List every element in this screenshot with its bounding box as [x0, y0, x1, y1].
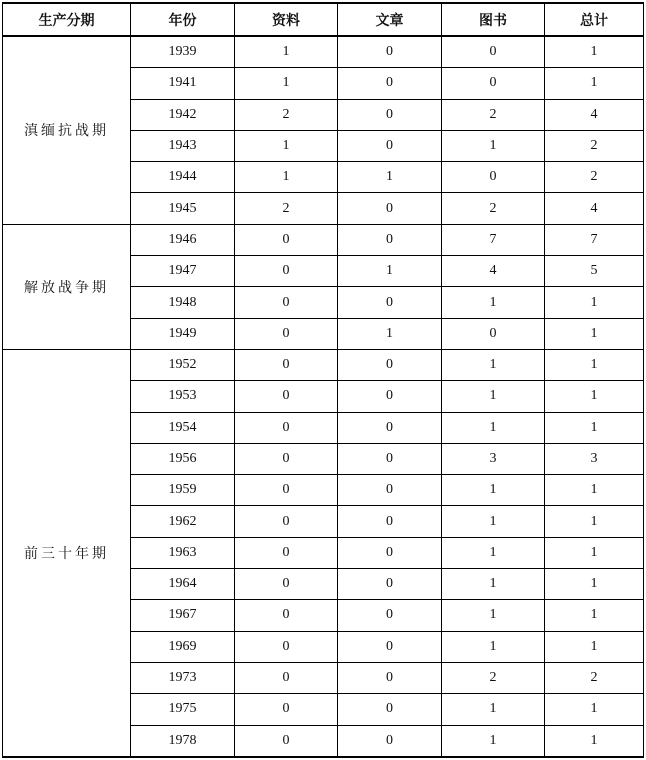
materials-cell: 1 — [235, 130, 338, 161]
header-total: 总计 — [545, 3, 644, 36]
books-cell: 1 — [442, 569, 545, 600]
materials-cell: 0 — [235, 725, 338, 757]
total-cell: 1 — [545, 36, 644, 68]
total-cell: 1 — [545, 600, 644, 631]
total-cell: 2 — [545, 162, 644, 193]
year-cell: 1969 — [131, 631, 235, 662]
materials-cell: 0 — [235, 256, 338, 287]
articles-cell: 0 — [338, 412, 442, 443]
year-cell: 1947 — [131, 256, 235, 287]
header-year: 年份 — [131, 3, 235, 36]
books-cell: 1 — [442, 537, 545, 568]
materials-cell: 0 — [235, 287, 338, 318]
materials-cell: 0 — [235, 475, 338, 506]
table-header — [3, 3, 644, 36]
books-cell: 2 — [442, 99, 545, 130]
year-cell: 1964 — [131, 569, 235, 600]
materials-cell: 0 — [235, 662, 338, 693]
articles-cell: 0 — [338, 224, 442, 255]
total-cell: 2 — [545, 130, 644, 161]
books-cell: 0 — [442, 36, 545, 68]
articles-cell: 0 — [338, 537, 442, 568]
total-cell: 4 — [545, 193, 644, 224]
articles-cell: 0 — [338, 287, 442, 318]
header-articles: 文章 — [338, 3, 442, 36]
books-cell: 0 — [442, 318, 545, 349]
articles-cell: 0 — [338, 662, 442, 693]
total-cell: 1 — [545, 68, 644, 99]
year-cell: 1967 — [131, 600, 235, 631]
table-row — [3, 224, 644, 255]
materials-cell: 0 — [235, 694, 338, 725]
materials-cell: 1 — [235, 36, 338, 68]
period-cell: 前三十年期 — [3, 349, 131, 756]
articles-cell: 1 — [338, 318, 442, 349]
total-cell: 3 — [545, 443, 644, 474]
articles-cell: 0 — [338, 349, 442, 380]
total-cell: 1 — [545, 569, 644, 600]
year-cell: 1945 — [131, 193, 235, 224]
materials-cell: 0 — [235, 506, 338, 537]
data-table — [2, 2, 644, 758]
books-cell: 2 — [442, 662, 545, 693]
year-cell: 1941 — [131, 68, 235, 99]
header-row — [3, 3, 644, 36]
year-cell: 1954 — [131, 412, 235, 443]
articles-cell: 0 — [338, 600, 442, 631]
articles-cell: 0 — [338, 475, 442, 506]
table-body — [3, 36, 644, 757]
books-cell: 1 — [442, 694, 545, 725]
total-cell: 1 — [545, 725, 644, 757]
articles-cell: 0 — [338, 725, 442, 757]
books-cell: 1 — [442, 381, 545, 412]
total-cell: 1 — [545, 631, 644, 662]
year-cell: 1939 — [131, 36, 235, 68]
books-cell: 1 — [442, 725, 545, 757]
year-cell: 1962 — [131, 506, 235, 537]
year-cell: 1948 — [131, 287, 235, 318]
year-cell: 1953 — [131, 381, 235, 412]
books-cell: 1 — [442, 631, 545, 662]
total-cell: 1 — [545, 349, 644, 380]
period-cell: 解放战争期 — [3, 224, 131, 349]
articles-cell: 0 — [338, 68, 442, 99]
articles-cell: 1 — [338, 162, 442, 193]
materials-cell: 0 — [235, 224, 338, 255]
books-cell: 7 — [442, 224, 545, 255]
articles-cell: 0 — [338, 694, 442, 725]
materials-cell: 0 — [235, 349, 338, 380]
year-cell: 1975 — [131, 694, 235, 725]
books-cell: 0 — [442, 68, 545, 99]
year-cell: 1942 — [131, 99, 235, 130]
header-books: 图书 — [442, 3, 545, 36]
year-cell: 1949 — [131, 318, 235, 349]
year-cell: 1973 — [131, 662, 235, 693]
year-cell: 1959 — [131, 475, 235, 506]
books-cell: 1 — [442, 506, 545, 537]
materials-cell: 0 — [235, 569, 338, 600]
total-cell: 1 — [545, 412, 644, 443]
year-cell: 1952 — [131, 349, 235, 380]
total-cell: 1 — [545, 506, 644, 537]
articles-cell: 0 — [338, 443, 442, 474]
header-materials: 资料 — [235, 3, 338, 36]
articles-cell: 0 — [338, 506, 442, 537]
articles-cell: 0 — [338, 569, 442, 600]
materials-cell: 0 — [235, 537, 338, 568]
total-cell: 2 — [545, 662, 644, 693]
articles-cell: 0 — [338, 381, 442, 412]
total-cell: 7 — [545, 224, 644, 255]
header-period: 生产分期 — [3, 3, 131, 36]
total-cell: 1 — [545, 694, 644, 725]
table-row — [3, 349, 644, 380]
year-cell: 1946 — [131, 224, 235, 255]
total-cell: 1 — [545, 475, 644, 506]
materials-cell: 0 — [235, 631, 338, 662]
articles-cell: 0 — [338, 130, 442, 161]
books-cell: 1 — [442, 475, 545, 506]
materials-cell: 2 — [235, 193, 338, 224]
books-cell: 0 — [442, 162, 545, 193]
total-cell: 1 — [545, 381, 644, 412]
materials-cell: 1 — [235, 162, 338, 193]
articles-cell: 0 — [338, 99, 442, 130]
materials-cell: 0 — [235, 381, 338, 412]
articles-cell: 1 — [338, 256, 442, 287]
year-cell: 1956 — [131, 443, 235, 474]
articles-cell: 0 — [338, 631, 442, 662]
materials-cell: 0 — [235, 600, 338, 631]
books-cell: 1 — [442, 130, 545, 161]
period-cell: 滇缅抗战期 — [3, 36, 131, 224]
materials-cell: 2 — [235, 99, 338, 130]
year-cell: 1943 — [131, 130, 235, 161]
books-cell: 1 — [442, 287, 545, 318]
table-row — [3, 36, 644, 68]
year-cell: 1963 — [131, 537, 235, 568]
materials-cell: 0 — [235, 318, 338, 349]
year-cell: 1944 — [131, 162, 235, 193]
articles-cell: 0 — [338, 36, 442, 68]
total-cell: 1 — [545, 318, 644, 349]
books-cell: 3 — [442, 443, 545, 474]
materials-cell: 0 — [235, 412, 338, 443]
books-cell: 4 — [442, 256, 545, 287]
materials-cell: 1 — [235, 68, 338, 99]
total-cell: 5 — [545, 256, 644, 287]
total-cell: 1 — [545, 537, 644, 568]
year-cell: 1978 — [131, 725, 235, 757]
books-cell: 1 — [442, 412, 545, 443]
books-cell: 1 — [442, 349, 545, 380]
books-cell: 1 — [442, 600, 545, 631]
total-cell: 1 — [545, 287, 644, 318]
total-cell: 4 — [545, 99, 644, 130]
articles-cell: 0 — [338, 193, 442, 224]
books-cell: 2 — [442, 193, 545, 224]
materials-cell: 0 — [235, 443, 338, 474]
